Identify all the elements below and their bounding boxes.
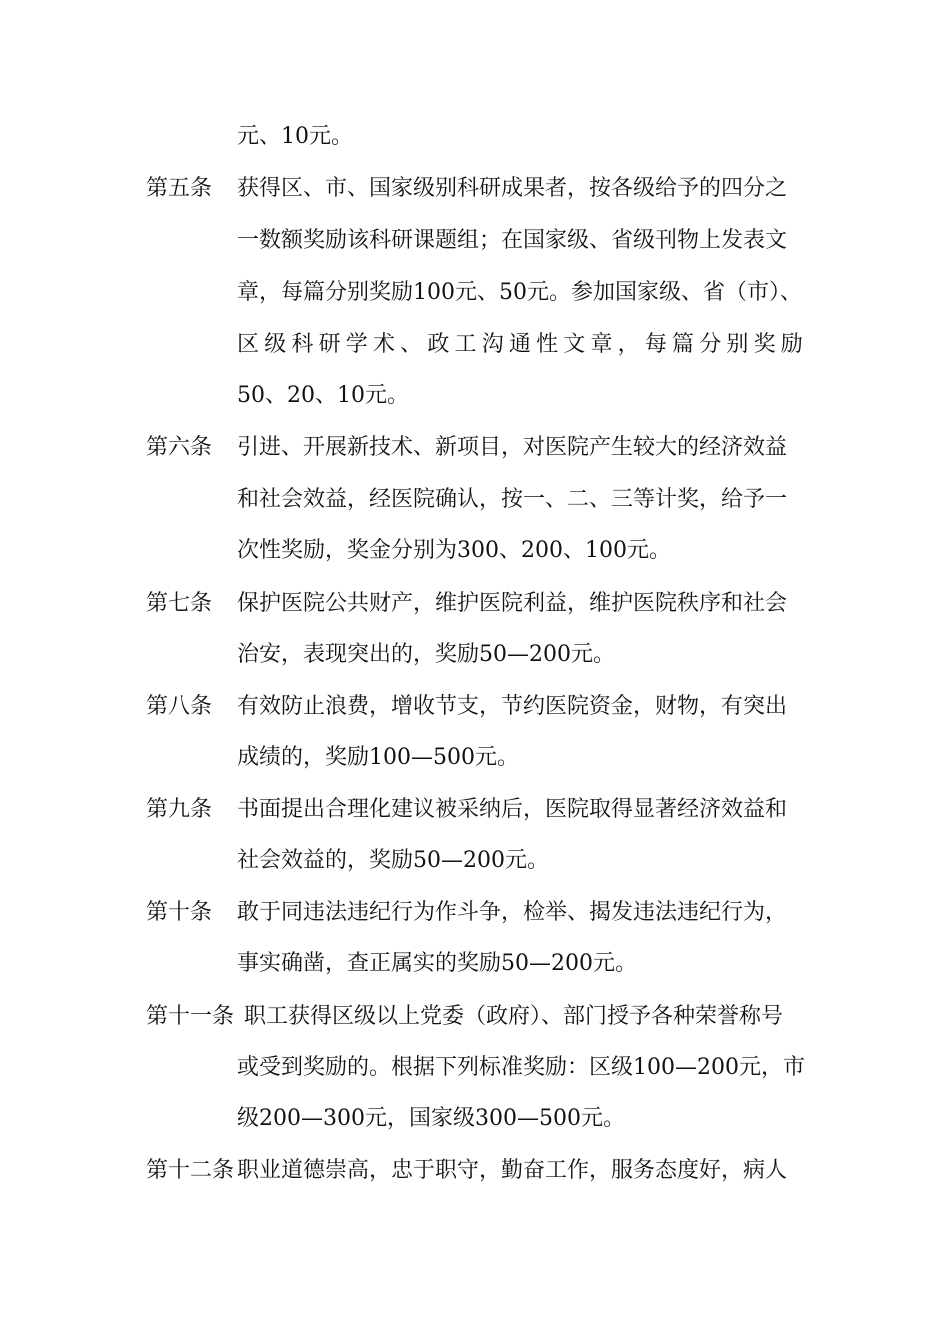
article-label: 第十一条 [146, 1004, 235, 1029]
article-line: 级200—300元，国家级300—500元。 [237, 1106, 625, 1131]
justified-char: 工 [454, 332, 477, 357]
justified-char: 章 [590, 332, 613, 357]
justified-char: 沟 [481, 332, 504, 357]
article-line: 和社会效益，经医院确认，按一、二、三等计奖，给予一 [237, 487, 788, 512]
article-label: 第八条 [146, 694, 213, 719]
justified-char: 性 [536, 332, 559, 357]
article-line: 保护医院公共财产，维护医院利益，维护医院秩序和社会 [237, 591, 788, 616]
article-line: 治安，表现突出的，奖励50—200元。 [237, 642, 615, 667]
article-label: 第十条 [146, 900, 213, 925]
justified-char: 通 [508, 332, 531, 357]
article-label: 第九条 [146, 797, 213, 822]
article-line: 次性奖励，奖金分别为300、200、100元。 [237, 538, 671, 563]
justified-char: 学 [345, 332, 368, 357]
article-label: 第七条 [146, 591, 213, 616]
justified-char: 别 [726, 332, 749, 357]
justified-char: 研 [318, 332, 341, 357]
justified-char: 区 [237, 332, 260, 357]
justified-char: 励 [780, 332, 803, 357]
article-line: 职业道德崇高，忠于职守，勤奋工作，服务态度好，病人 [237, 1158, 788, 1183]
justified-char: 奖 [753, 332, 776, 357]
article-line: 成绩的，奖励100—500元。 [237, 745, 519, 770]
justified-char: 术 [372, 332, 395, 357]
justified-char: 文 [563, 332, 586, 357]
justified-char: 科 [291, 332, 314, 357]
article-line: 书面提出合理化建议被采纳后，医院取得显著经济效益和 [237, 797, 788, 822]
justified-char: 篇 [672, 332, 695, 357]
article-line: 获得区、市、国家级别科研成果者，按各级给予的四分之 [237, 176, 788, 201]
article-line: 或受到奖励的。根据下列标准奖励：区级100—200元，市 [237, 1055, 805, 1080]
article-line: 敢于同违法违纪行为作斗争，检举、揭发违法违纪行为， [237, 900, 788, 925]
article-line: 一数额奖励该科研课题组；在国家级、省级刊物上发表文 [237, 228, 788, 253]
justified-char: 每 [644, 332, 667, 357]
justified-char: 级 [264, 332, 287, 357]
justified-char: 分 [699, 332, 722, 357]
justified-char: 、 [400, 332, 423, 357]
article-line: 有效防止浪费，增收节支，节约医院资金，财物，有突出 [237, 694, 788, 719]
article-label: 第六条 [146, 435, 213, 460]
article-label: 第十二条 [146, 1158, 235, 1183]
article-line: 元、10元。 [237, 124, 353, 149]
article-line: 50、20、10元。 [237, 383, 409, 408]
article-line: 事实确凿，查正属实的奖励50—200元。 [237, 951, 637, 976]
article-line: 章，每篇分别奖励100元、50元。参加国家级、省（市）、 [237, 280, 802, 305]
article-label: 第五条 [146, 176, 213, 201]
article-line: 社会效益的，奖励50—200元。 [237, 848, 549, 873]
justified-char: 政 [427, 332, 450, 357]
article-line: 引进、开展新技术、新项目，对医院产生较大的经济效益 [237, 435, 788, 460]
article-line-justified [237, 330, 803, 360]
justified-char: ， [617, 332, 640, 357]
article-line: 职工获得区级以上党委（政府）、部门授予各种荣誉称号 [244, 1004, 784, 1029]
